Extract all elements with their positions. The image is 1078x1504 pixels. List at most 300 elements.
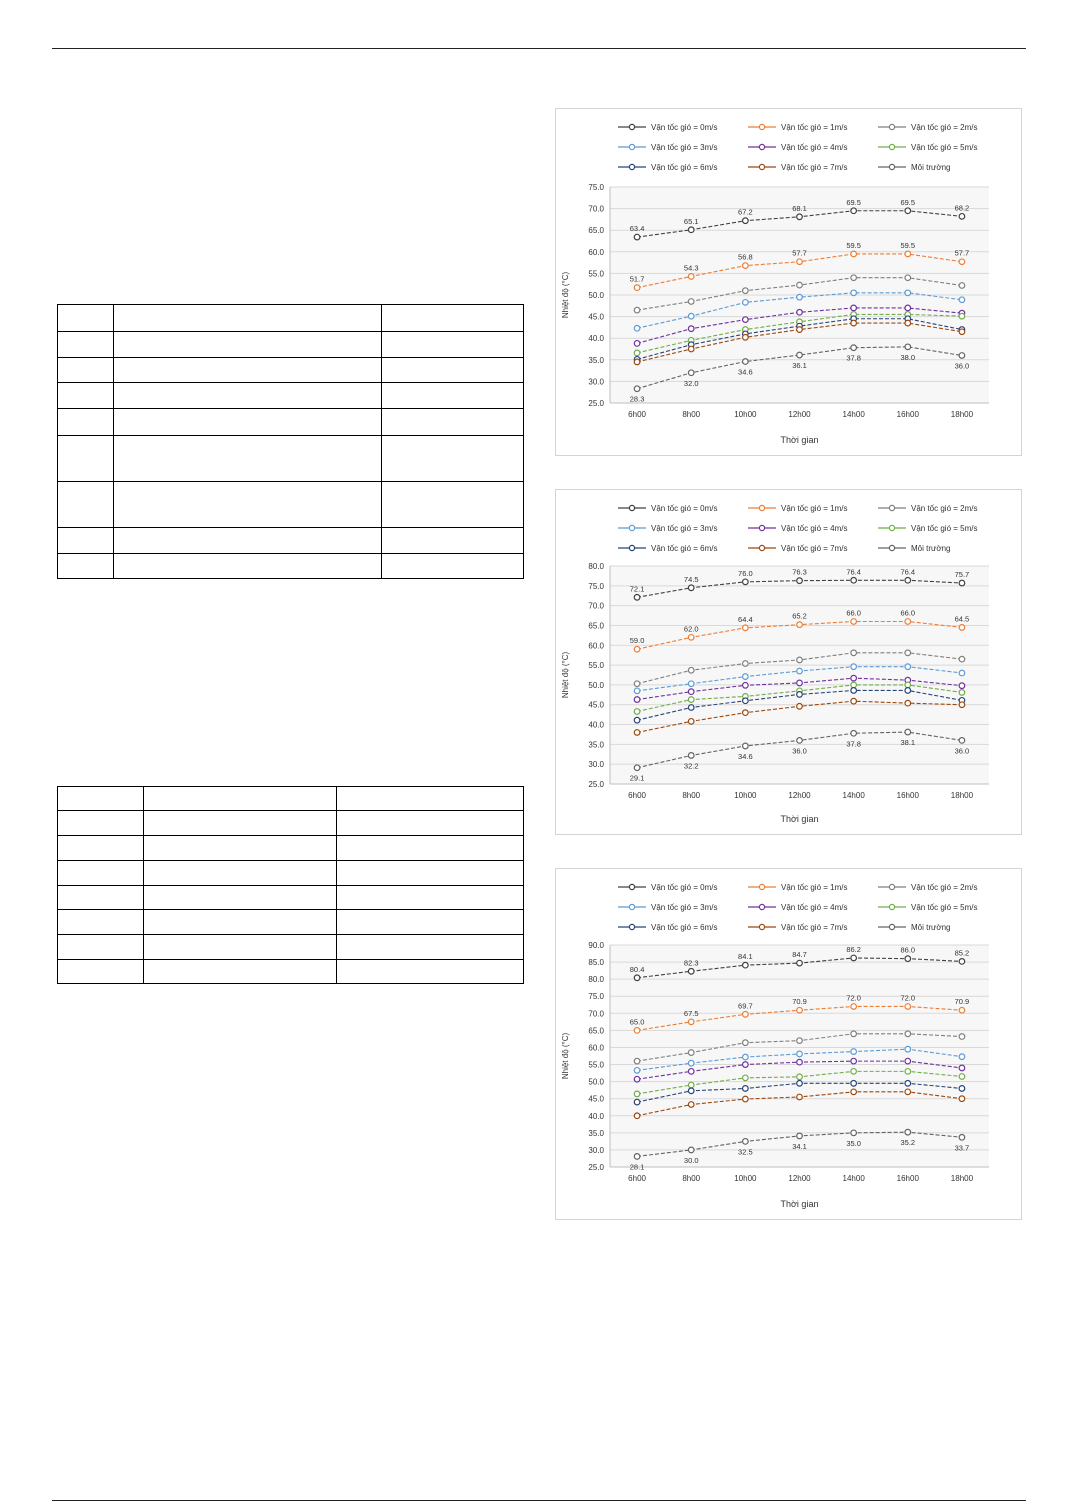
data-point xyxy=(905,1046,911,1052)
data-point xyxy=(851,955,857,961)
legend-entry: Vận tốc gió = 4m/s xyxy=(781,903,848,912)
table-row xyxy=(58,811,524,836)
data-point xyxy=(634,1099,640,1105)
data-point xyxy=(688,1088,694,1094)
data-point xyxy=(743,698,749,704)
x-tick-label: 18h00 xyxy=(950,1174,974,1183)
y-tick-label: 65.0 xyxy=(588,226,604,236)
legend-entry: Vận tốc gió = 1m/s xyxy=(781,504,848,513)
data-point xyxy=(959,1086,965,1092)
data-label: 72.0 xyxy=(846,993,861,1003)
data-label: 28.1 xyxy=(629,1162,645,1172)
data-point xyxy=(634,975,640,981)
legend-entry: Vận tốc gió = 5m/s xyxy=(911,143,978,152)
legend-marker xyxy=(889,144,894,149)
data-point xyxy=(743,661,749,667)
data-point xyxy=(688,1060,694,1066)
legend-entry: Vận tốc gió = 6m/s xyxy=(651,163,718,172)
data-point xyxy=(851,698,857,704)
data-label: 62.0 xyxy=(683,624,699,634)
data-point xyxy=(743,710,749,716)
y-tick-label: 50.0 xyxy=(588,680,604,690)
data-label: 38.1 xyxy=(900,738,916,748)
legend-entry: Vận tốc gió = 3m/s xyxy=(651,903,718,912)
x-tick-label: 16h00 xyxy=(896,791,919,800)
data-point xyxy=(851,1049,857,1055)
x-tick-label: 12h00 xyxy=(788,410,811,419)
data-label: 34.6 xyxy=(738,751,753,761)
data-point xyxy=(634,730,640,736)
data-point xyxy=(905,650,911,656)
data-point xyxy=(688,689,694,695)
data-label: 56.8 xyxy=(738,252,753,262)
data-label: 66.0 xyxy=(846,608,861,618)
table-row xyxy=(58,960,524,984)
data-point xyxy=(797,1133,803,1139)
data-point xyxy=(905,577,911,583)
y-tick-label: 55.0 xyxy=(588,269,604,279)
data-point xyxy=(797,1051,803,1057)
data-label: 67.5 xyxy=(683,1008,699,1018)
y-tick-label: 90.0 xyxy=(588,941,604,950)
legend-entry: Vận tốc gió = 5m/s xyxy=(911,524,978,533)
data-label: 65.2 xyxy=(792,611,807,621)
data-label: 36.0 xyxy=(792,746,807,756)
data-label: 64.4 xyxy=(738,614,753,624)
data-point xyxy=(688,705,694,711)
data-point xyxy=(797,622,803,628)
legend-entry: Vận tốc gió = 3m/s xyxy=(651,524,718,533)
legend-marker xyxy=(629,144,634,149)
data-point xyxy=(797,1059,803,1065)
y-tick-label: 30.0 xyxy=(588,1145,604,1155)
legend-marker xyxy=(629,124,634,129)
data-point xyxy=(688,370,694,376)
data-point xyxy=(797,214,803,220)
data-point xyxy=(797,960,803,966)
legend-marker xyxy=(889,505,894,510)
legend-entry: Vận tốc gió = 2m/s xyxy=(911,883,978,892)
data-point xyxy=(905,1089,911,1095)
data-point xyxy=(905,305,911,311)
y-tick-label: 55.0 xyxy=(588,661,604,671)
data-label: 51.7 xyxy=(629,274,645,284)
data-point xyxy=(851,1004,857,1010)
data-point xyxy=(634,325,640,331)
data-point xyxy=(959,656,965,662)
data-point xyxy=(905,700,911,706)
chart-1 xyxy=(556,109,1021,455)
y-tick-label: 55.0 xyxy=(588,1060,604,1070)
x-tick-label: 16h00 xyxy=(896,410,919,419)
x-tick-label: 6h00 xyxy=(628,410,646,419)
data-point xyxy=(688,274,694,280)
data-point xyxy=(959,283,965,289)
legend-marker xyxy=(759,924,764,929)
data-point xyxy=(851,688,857,694)
chart-2 xyxy=(556,490,1021,834)
data-point xyxy=(743,288,749,294)
data-label: 32.5 xyxy=(738,1147,753,1157)
data-point xyxy=(797,282,803,288)
y-tick-label: 25.0 xyxy=(588,1163,604,1172)
data-point xyxy=(634,688,640,694)
y-tick-label: 70.0 xyxy=(588,204,604,214)
data-point xyxy=(905,956,911,962)
data-point xyxy=(688,667,694,673)
data-point xyxy=(743,317,749,323)
data-point xyxy=(959,670,965,676)
y-tick-label: 85.0 xyxy=(588,958,604,968)
data-label: 64.5 xyxy=(954,614,970,624)
data-point xyxy=(797,294,803,300)
data-point xyxy=(797,1007,803,1013)
data-point xyxy=(851,275,857,281)
y-tick-label: 75.0 xyxy=(588,183,604,192)
data-point xyxy=(634,1113,640,1119)
data-label: 74.5 xyxy=(683,574,699,584)
data-point xyxy=(959,1074,965,1080)
data-label: 65.1 xyxy=(683,216,699,226)
legend-marker xyxy=(629,924,634,929)
data-point xyxy=(688,1050,694,1056)
data-point xyxy=(851,1069,857,1075)
y-tick-label: 65.0 xyxy=(588,621,604,631)
legend-marker xyxy=(889,124,894,129)
data-point xyxy=(634,341,640,347)
data-label: 69.5 xyxy=(900,197,916,207)
legend-entry: Vận tốc gió = 0m/s xyxy=(651,883,718,892)
y-tick-label: 30.0 xyxy=(588,377,604,387)
data-point xyxy=(851,1058,857,1064)
legend-entry: Vận tốc gió = 7m/s xyxy=(781,163,848,172)
data-label: 76.3 xyxy=(792,567,807,577)
data-point xyxy=(743,625,749,631)
data-label: 37.8 xyxy=(846,353,861,363)
data-label: 84.1 xyxy=(738,952,753,962)
y-tick-label: 50.0 xyxy=(588,291,604,300)
y-tick-label: 60.0 xyxy=(588,247,604,257)
data-point xyxy=(959,625,965,631)
x-tick-label: 8h00 xyxy=(682,1174,701,1183)
data-point xyxy=(634,285,640,291)
legend-entry: Vận tốc gió = 7m/s xyxy=(781,544,848,553)
data-point xyxy=(688,1147,694,1153)
data-label: 86.0 xyxy=(900,945,916,955)
legend-marker xyxy=(889,545,894,550)
data-point xyxy=(959,738,965,744)
data-point xyxy=(797,1038,803,1044)
data-point xyxy=(851,251,857,257)
y-tick-label: 30.0 xyxy=(588,760,604,770)
data-point xyxy=(634,1028,640,1034)
data-point xyxy=(959,690,965,696)
y-axis-title: Nhiệt độ (°C) xyxy=(561,1032,570,1080)
data-label: 76.0 xyxy=(738,568,753,578)
data-point xyxy=(905,688,911,694)
data-point xyxy=(797,680,803,686)
data-point xyxy=(905,1058,911,1064)
data-point xyxy=(743,1062,749,1068)
data-point xyxy=(905,664,911,670)
x-tick-label: 16h00 xyxy=(896,1174,919,1183)
data-label: 30.0 xyxy=(683,1155,699,1165)
data-label: 76.4 xyxy=(846,567,861,577)
table-row xyxy=(58,332,524,358)
data-label: 67.2 xyxy=(738,207,753,217)
legend-marker xyxy=(759,144,764,149)
data-point xyxy=(851,290,857,296)
data-point xyxy=(634,1076,640,1082)
data-point xyxy=(743,335,749,341)
y-tick-label: 45.0 xyxy=(588,312,604,322)
data-label: 37.8 xyxy=(846,739,861,749)
table-2 xyxy=(57,786,524,984)
legend-marker xyxy=(759,545,764,550)
y-tick-label: 40.0 xyxy=(588,1111,604,1121)
y-tick-label: 35.0 xyxy=(588,355,604,365)
data-point xyxy=(851,208,857,214)
data-label: 54.3 xyxy=(683,263,699,273)
table-row xyxy=(58,787,524,811)
data-point xyxy=(634,717,640,723)
legend-marker xyxy=(629,904,634,909)
data-label: 80.4 xyxy=(629,964,645,974)
data-label: 66.0 xyxy=(900,608,916,618)
legend-marker xyxy=(889,924,894,929)
x-tick-label: 14h00 xyxy=(842,1174,865,1183)
x-tick-label: 12h00 xyxy=(788,791,811,800)
data-label: 57.7 xyxy=(792,248,807,258)
data-point xyxy=(634,646,640,652)
data-point xyxy=(905,290,911,296)
y-tick-label: 65.0 xyxy=(588,1026,604,1036)
data-label: 75.7 xyxy=(954,570,970,580)
data-label: 38.0 xyxy=(900,352,916,362)
data-point xyxy=(905,1031,911,1037)
legend-marker xyxy=(889,884,894,889)
header-rule xyxy=(52,48,1026,49)
data-label: 57.7 xyxy=(954,248,970,258)
legend-entry: Vận tốc gió = 6m/s xyxy=(651,544,718,553)
y-tick-label: 25.0 xyxy=(588,399,604,408)
data-point xyxy=(905,275,911,281)
data-label: 65.0 xyxy=(629,1017,645,1027)
data-label: 32.2 xyxy=(683,761,699,771)
data-point xyxy=(905,251,911,257)
data-point xyxy=(905,208,911,214)
data-label: 84.7 xyxy=(792,950,807,960)
data-label: 69.5 xyxy=(846,197,861,207)
data-point xyxy=(743,263,749,269)
data-point xyxy=(688,346,694,352)
data-point xyxy=(959,1096,965,1102)
legend-marker xyxy=(629,884,634,889)
y-tick-label: 75.0 xyxy=(588,581,604,591)
data-point xyxy=(959,1007,965,1013)
chart-3-frame xyxy=(555,868,1022,1220)
legend-marker xyxy=(629,545,634,550)
legend-entry: Vận tốc gió = 0m/s xyxy=(651,123,718,132)
legend-marker xyxy=(759,525,764,530)
data-label: 85.2 xyxy=(954,948,970,958)
data-point xyxy=(851,682,857,688)
data-point xyxy=(797,668,803,674)
data-point xyxy=(743,1040,749,1046)
y-axis-title: Nhiệt độ (°C) xyxy=(561,271,570,319)
legend-entry: Môi trường xyxy=(911,923,951,932)
x-tick-label: 14h00 xyxy=(842,410,865,419)
data-label: 34.1 xyxy=(792,1141,807,1151)
data-point xyxy=(797,1081,803,1087)
y-tick-label: 35.0 xyxy=(588,1128,604,1138)
data-point xyxy=(959,683,965,689)
data-point xyxy=(688,697,694,703)
data-point xyxy=(634,386,640,392)
legend-entry: Vận tốc gió = 1m/s xyxy=(781,883,848,892)
data-label: 28.3 xyxy=(629,394,645,404)
y-tick-label: 75.0 xyxy=(588,992,604,1002)
data-point xyxy=(688,227,694,233)
data-point xyxy=(797,259,803,265)
data-point xyxy=(905,1069,911,1075)
data-point xyxy=(688,681,694,687)
data-point xyxy=(634,307,640,313)
data-point xyxy=(959,1134,965,1140)
data-point xyxy=(743,962,749,968)
data-point xyxy=(905,1004,911,1010)
data-point xyxy=(743,300,749,306)
data-point xyxy=(797,1094,803,1100)
table-row xyxy=(58,554,524,579)
footer-rule xyxy=(52,1500,1026,1501)
table-row xyxy=(58,383,524,409)
data-label: 35.2 xyxy=(900,1138,916,1148)
legend-entry: Vận tốc gió = 2m/s xyxy=(911,123,978,132)
data-point xyxy=(797,578,803,584)
data-label: 29.1 xyxy=(629,773,645,783)
data-point xyxy=(959,353,965,359)
y-tick-label: 35.0 xyxy=(588,740,604,750)
legend-entry: Vận tốc gió = 3m/s xyxy=(651,143,718,152)
data-point xyxy=(743,1012,749,1018)
x-tick-label: 14h00 xyxy=(842,791,865,800)
table-row xyxy=(58,482,524,528)
y-tick-label: 70.0 xyxy=(588,1009,604,1019)
data-label: 68.1 xyxy=(792,203,807,213)
data-point xyxy=(851,1031,857,1037)
data-point xyxy=(905,619,911,625)
data-point xyxy=(797,657,803,663)
data-point xyxy=(851,577,857,583)
data-point xyxy=(743,743,749,749)
data-point xyxy=(851,1130,857,1136)
data-point xyxy=(634,1058,640,1064)
legend-marker xyxy=(759,904,764,909)
data-point xyxy=(851,345,857,351)
data-point xyxy=(959,1034,965,1040)
y-axis-title: Nhiệt độ (°C) xyxy=(561,651,570,699)
data-point xyxy=(634,1154,640,1160)
data-point xyxy=(905,1081,911,1087)
y-tick-label: 25.0 xyxy=(588,780,604,789)
legend-marker xyxy=(759,505,764,510)
data-point xyxy=(634,681,640,687)
y-tick-label: 40.0 xyxy=(588,720,604,730)
data-point xyxy=(959,702,965,708)
legend-entry: Môi trường xyxy=(911,163,951,172)
table-row xyxy=(58,436,524,482)
data-point xyxy=(905,682,911,688)
data-point xyxy=(688,326,694,332)
legend-entry: Vận tốc gió = 2m/s xyxy=(911,504,978,513)
data-point xyxy=(743,1096,749,1102)
data-label: 35.0 xyxy=(846,1138,861,1148)
data-point xyxy=(797,309,803,315)
x-tick-label: 6h00 xyxy=(628,1174,646,1183)
data-point xyxy=(905,344,911,350)
data-label: 33.7 xyxy=(954,1143,970,1153)
legend-marker xyxy=(629,164,634,169)
data-point xyxy=(743,683,749,689)
data-label: 32.0 xyxy=(683,378,699,388)
chart-3 xyxy=(556,869,1021,1219)
data-point xyxy=(743,1139,749,1145)
legend-marker xyxy=(759,124,764,129)
data-label: 36.0 xyxy=(954,361,970,371)
data-point xyxy=(851,305,857,311)
data-point xyxy=(743,359,749,365)
table-row xyxy=(58,910,524,935)
data-point xyxy=(959,297,965,303)
data-label: 72.0 xyxy=(900,993,916,1003)
data-label: 70.9 xyxy=(792,997,807,1007)
data-point xyxy=(959,1054,965,1060)
x-tick-label: 8h00 xyxy=(682,410,701,419)
y-tick-label: 80.0 xyxy=(588,562,604,571)
y-tick-label: 50.0 xyxy=(588,1077,604,1087)
legend-entry: Vận tốc gió = 0m/s xyxy=(651,504,718,513)
table-row xyxy=(58,886,524,910)
data-point xyxy=(797,738,803,744)
data-point xyxy=(959,313,965,319)
data-point xyxy=(959,329,965,335)
data-point xyxy=(851,730,857,736)
legend-marker xyxy=(889,525,894,530)
data-point xyxy=(959,214,965,220)
legend-marker xyxy=(759,164,764,169)
data-point xyxy=(743,218,749,224)
data-point xyxy=(851,619,857,625)
data-point xyxy=(634,697,640,703)
data-label: 36.1 xyxy=(792,361,807,371)
data-point xyxy=(634,359,640,365)
y-tick-label: 45.0 xyxy=(588,700,604,710)
data-point xyxy=(634,1091,640,1097)
y-tick-label: 70.0 xyxy=(588,601,604,611)
data-label: 59.5 xyxy=(846,240,861,250)
data-label: 69.7 xyxy=(738,1001,753,1011)
x-tick-label: 10h00 xyxy=(734,791,757,800)
data-point xyxy=(634,765,640,771)
x-tick-label: 18h00 xyxy=(950,410,974,419)
data-point xyxy=(688,968,694,974)
data-point xyxy=(905,1129,911,1135)
table-row xyxy=(58,409,524,436)
legend-marker xyxy=(759,884,764,889)
legend-entry: Môi trường xyxy=(911,544,951,553)
data-point xyxy=(851,1089,857,1095)
